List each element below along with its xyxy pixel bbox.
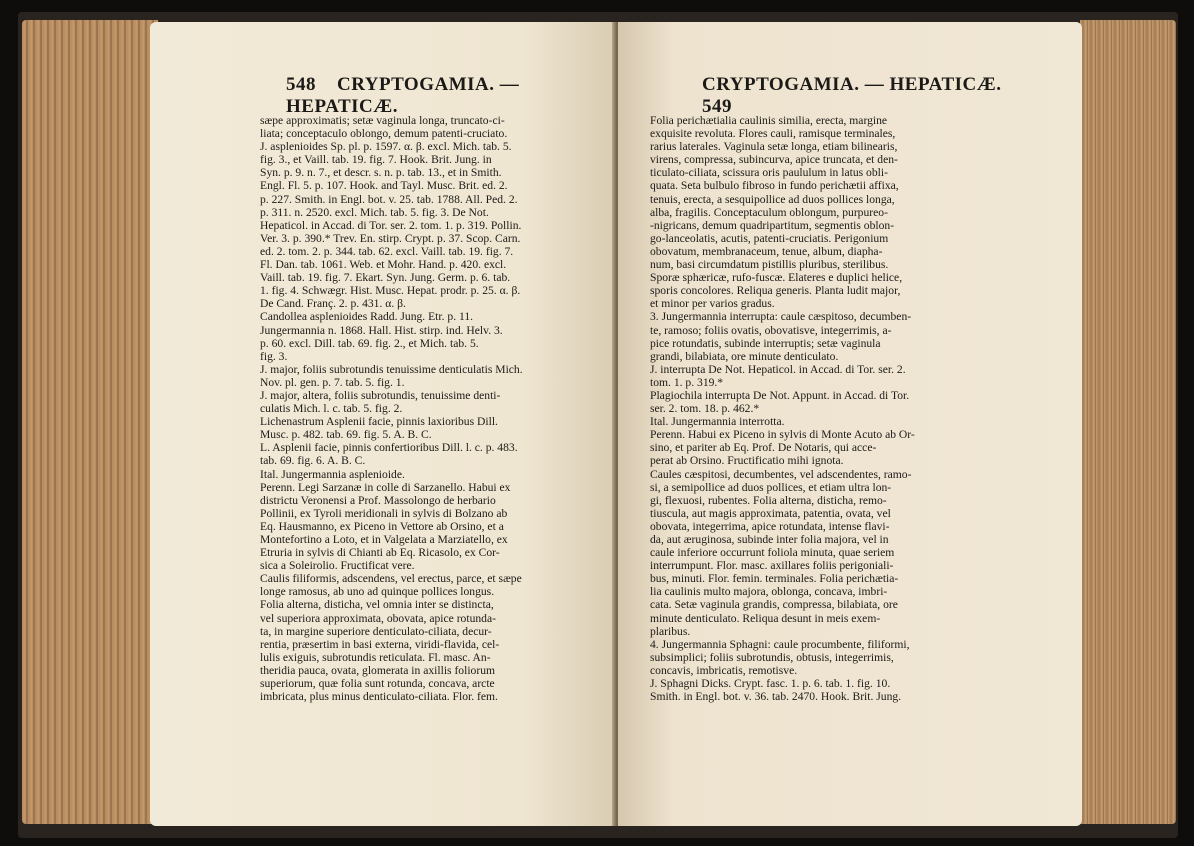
right-text-line: te, ramoso; foliis ovatis, obovatisve, integerrimis, a- <box>650 323 892 337</box>
left-text-line: Lichenastrum Asplenii facie, pinnis laxioribus Dill. <box>260 415 498 429</box>
left-text-line: L. Asplenii facie, pinnis confertioribus Dill. l. c. p. 483. <box>260 441 518 455</box>
right-page <box>618 22 1082 826</box>
left-page-number: 548 <box>286 74 316 95</box>
right-text-line: sino, et pariter ab Eq. Prof. De Notaris, qui acce- <box>650 441 877 455</box>
left-text-line: Perenn. Legi Sarzanæ in colle di Sarzanello. Habui ex <box>260 480 511 494</box>
right-text-line: exquisite revoluta. Flores cauli, ramisque terminales, <box>650 127 896 141</box>
left-text-line: fig. 3. <box>260 349 288 363</box>
left-text-line: p. 60. excl. Dill. tab. 69. fig. 2., et Mich. tab. 5. <box>260 336 479 350</box>
left-text-line: Etruria in sylvis di Chianti ab Eq. Ricasolo, ex Cor- <box>260 546 500 560</box>
right-text-line: bus, minuti. Flor. femin. terminales. Folia perichætia- <box>650 572 899 586</box>
left-page-edges <box>22 20 158 824</box>
left-text-line: Nov. pl. gen. p. 7. tab. 5. fig. 1. <box>260 375 405 389</box>
left-text-line: 1. fig. 4. Schwægr. Hist. Musc. Hepat. prodr. p. 25. α. β. <box>260 284 521 298</box>
right-text-line: Plagiochila interrupta De Not. Appunt. in Accad. di Tor. <box>650 388 910 402</box>
right-page-number: 549 <box>702 96 732 117</box>
right-text-line: cata. Setæ vaginula grandis, compressa, bilabiata, ore <box>650 598 898 612</box>
left-text-line: sica a Soleirolio. Fructificat vere. <box>260 559 415 573</box>
right-text-line: 3. Jungermannia interrupta: caule cæspitoso, decumben- <box>650 310 912 324</box>
right-text-line: num, basi circumdatum pistillis pluribus, sterilibus. <box>650 258 889 272</box>
left-text-line: superiorum, quæ folia sunt rotunda, concava, arcte <box>260 677 495 691</box>
right-head-title: CRYPTOGAMIA. — HEPATICÆ. <box>702 74 1002 95</box>
right-text-line: tiuscula, aut magis approximata, patentia, ovata, vel <box>650 506 891 520</box>
right-text-line: Sporæ sphæricæ, rufo-fuscæ. Elateres e duplici helice, <box>650 271 903 285</box>
right-text-line: sporis concolores. Reliqua generis. Planta ludit major, <box>650 284 901 298</box>
right-text-line: subsimplici; foliis subrotundis, obtusis, integerrimis, <box>650 650 894 664</box>
right-running-head <box>702 74 1042 118</box>
right-text-line: da, aut æruginosa, subinde inter folia majora, vel in <box>650 533 889 546</box>
left-text-line: J. asplenioides Sp. pl. p. 1597. α. β. excl. Mich. tab. 5. <box>260 140 512 154</box>
left-text-line: Syn. p. 9. n. 7., et descr. s. n. p. tab. 13., et in Smith. <box>260 166 502 180</box>
left-text-line: Engl. Fl. 5. p. 107. Hook. and Tayl. Musc. Brit. ed. 2. <box>260 179 508 193</box>
left-text-line: theridia pauca, ovata, glomerata in axillis foliorum <box>260 663 496 677</box>
left-head-title: CRYPTOGAMIA. — HEPATICÆ. <box>286 74 520 117</box>
left-page-text <box>260 114 586 703</box>
right-text-line: minute denticulato. Reliqua desunt in meis exem- <box>650 611 881 625</box>
left-text-line: De Cand. Franç. 2. p. 431. α. β. <box>260 297 406 311</box>
left-text-line: Ital. Jungermannia asplenioide. <box>260 467 405 481</box>
left-text-line: Ver. 3. p. 390.* Trev. En. stirp. Crypt. p. 37. Scop. Carn. <box>260 231 521 245</box>
left-text-line: ed. 2. tom. 2. p. 344. tab. 62. excl. Vaill. tab. 19. fig. 7. <box>260 244 514 258</box>
right-text-line: tom. 1. p. 319.* <box>650 375 724 389</box>
left-text-line: Candollea asplenioides Radd. Jung. Etr. p. 11. <box>260 310 474 324</box>
right-text-line: -nigricans, demum quadripartitum, segmentis oblon- <box>650 218 895 232</box>
right-text-line: pice rotundatis, subinde interruptis; setæ vaginula <box>650 336 881 350</box>
left-text-line: vel superiora approximata, obovata, apice rotunda- <box>260 611 496 625</box>
right-text-line: go-lanceolatis, acutis, patenti-cruciatis. Perigonium <box>650 231 889 245</box>
right-text-line: Perenn. Habui ex Piceno in sylvis di Monte Acuto ab Or- <box>650 428 915 442</box>
left-text-line: Montefortino a Loto, et in Valgelata a Marziatello, ex <box>260 533 508 546</box>
right-text-line: quata. Seta bulbulo fibroso in fundo perichætii affixa, <box>650 179 899 193</box>
right-text-line: virens, compressa, subincurva, apice truncata, et den- <box>650 153 898 167</box>
left-text-line: p. 227. Smith. in Engl. bot. v. 25. tab. 1788. All. Ped. 2. <box>260 192 518 206</box>
left-text-line: Pollinii, ex Tyroli meridionali in sylvis di Bolzano ab <box>260 506 508 520</box>
right-text-line: interrumpunt. Flor. masc. axillares foliis perigoniali- <box>650 559 894 573</box>
left-text-line: J. major, altera, foliis subrotundis, tenuissime denti- <box>260 388 501 402</box>
left-text-line: districtu Veronensi a Prof. Massolongo de herbario <box>260 493 496 507</box>
right-text-line: ser. 2. tom. 18. p. 462.* <box>650 402 760 416</box>
left-text-line: Folia alterna, disticha, vel omnia inter se distincta, <box>260 598 494 612</box>
right-text-line: Folia perichætialia caulinis similia, erecta, margine <box>650 114 888 127</box>
right-text-line: 4. Jungermannia Sphagni: caule procumbente, filiformi, <box>650 637 910 651</box>
left-text-line: liata; conceptaculo oblongo, demum patenti-cruciato. <box>260 127 508 141</box>
left-text-line: p. 311. n. 2520. excl. Mich. tab. 5. fig. 3. De Not. <box>260 205 489 219</box>
left-text-line: tab. 69. fig. 6. A. B. C. <box>260 454 366 468</box>
right-text-line: gi, flexuosi, rubentes. Folia alterna, disticha, remo- <box>650 493 887 507</box>
left-text-line: Eq. Hausmanno, ex Piceno in Vettore ab Orsino, et a <box>260 519 504 533</box>
right-text-line: tenuis, erecta, a sesquipollice ad duos pollices longa, <box>650 192 895 206</box>
left-text-line: rentia, præsertim in basi externa, viridi-flavida, cel- <box>260 637 500 651</box>
right-page-text <box>650 114 986 703</box>
right-text-line: grandi, bilabiata, ore minute denticulato. <box>650 349 839 363</box>
left-text-line: J. major, foliis subrotundis tenuissime denticulatis Mich. <box>260 362 523 376</box>
right-text-line: alba, fragilis. Conceptaculum oblongum, purpureo- <box>650 205 888 219</box>
right-text-line: Smith. in Engl. bot. v. 36. tab. 2470. Hook. Brit. Jung. <box>650 690 902 704</box>
left-text-line: lulis exiguis, subrotundis reticulata. Fl. masc. An- <box>260 650 491 664</box>
left-running-head <box>286 74 586 118</box>
right-text-line: plaribus. <box>650 624 691 638</box>
right-text-line: et minor per varios gradus. <box>650 297 775 311</box>
left-text-line: fig. 3., et Vaill. tab. 19. fig. 7. Hook. Brit. Jung. in <box>260 153 492 167</box>
right-text-line: Ital. Jungermannia interrotta. <box>650 415 785 429</box>
left-text-line: ta, in margine superiore denticulato-ciliata, decur- <box>260 624 492 638</box>
left-text-line: Hepaticol. in Accad. di Tor. ser. 2. tom. 1. p. 319. Pollin. <box>260 218 522 232</box>
right-text-line: rarius laterales. Vaginula setæ longa, etiam bilinearis, <box>650 140 898 154</box>
left-text-line: sæpe approximatis; setæ vaginula longa, truncato-ci- <box>260 114 505 127</box>
right-text-line: concavis, imbricatis, remotisve. <box>650 663 798 677</box>
right-page-edges <box>1080 20 1176 824</box>
left-text-line: imbricata, plus minus denticulato-ciliata. Flor. fem. <box>260 690 498 704</box>
left-text-line: Vaill. tab. 19. fig. 7. Ekart. Syn. Jung. Germ. p. 6. tab. <box>260 271 511 285</box>
right-text-line: J. interrupta De Not. Hepaticol. in Accad. di Tor. ser. 2. <box>650 362 906 376</box>
right-text-line: Caules cæspitosi, decumbentes, vel adscendentes, ramo- <box>650 467 912 481</box>
right-text-line: obovatum, membranaceum, tenue, album, diapha- <box>650 244 883 258</box>
right-text-line: caule inferiore occurrunt foliola minuta, quae seriem <box>650 546 895 560</box>
left-text-line: Caulis filiformis, adscendens, vel erectus, parce, et sæpe <box>260 572 522 586</box>
right-text-line: si, a semipollice ad duos pollices, et etiam ultra lon- <box>650 480 892 494</box>
left-text-line: Fl. Dan. tab. 1061. Web. et Mohr. Hand. p. 420. excl. <box>260 258 507 272</box>
left-text-line: longe ramosus, ab uno ad quinque pollices longus. <box>260 585 495 599</box>
right-text-line: J. Sphagni Dicks. Crypt. fasc. 1. p. 6. tab. 1. fig. 10. <box>650 677 891 691</box>
left-text-line: culatis Mich. l. c. tab. 5. fig. 2. <box>260 402 403 416</box>
left-text-line: Musc. p. 482. tab. 69. fig. 5. A. B. C. <box>260 428 432 442</box>
right-text-line: obovata, integerrima, apice rotundata, intense flavi- <box>650 519 890 533</box>
right-text-line: ticulato-ciliata, scissura oris paululum in latus obli- <box>650 166 888 180</box>
left-text-line: Jungermannia n. 1868. Hall. Hist. stirp. ind. Helv. 3. <box>260 323 503 337</box>
left-page <box>150 22 616 826</box>
right-text-line: perat ab Orsino. Fructificatio mihi ignota. <box>650 454 844 468</box>
right-text-line: lia caulinis multo majora, oblonga, concava, imbri- <box>650 585 888 599</box>
